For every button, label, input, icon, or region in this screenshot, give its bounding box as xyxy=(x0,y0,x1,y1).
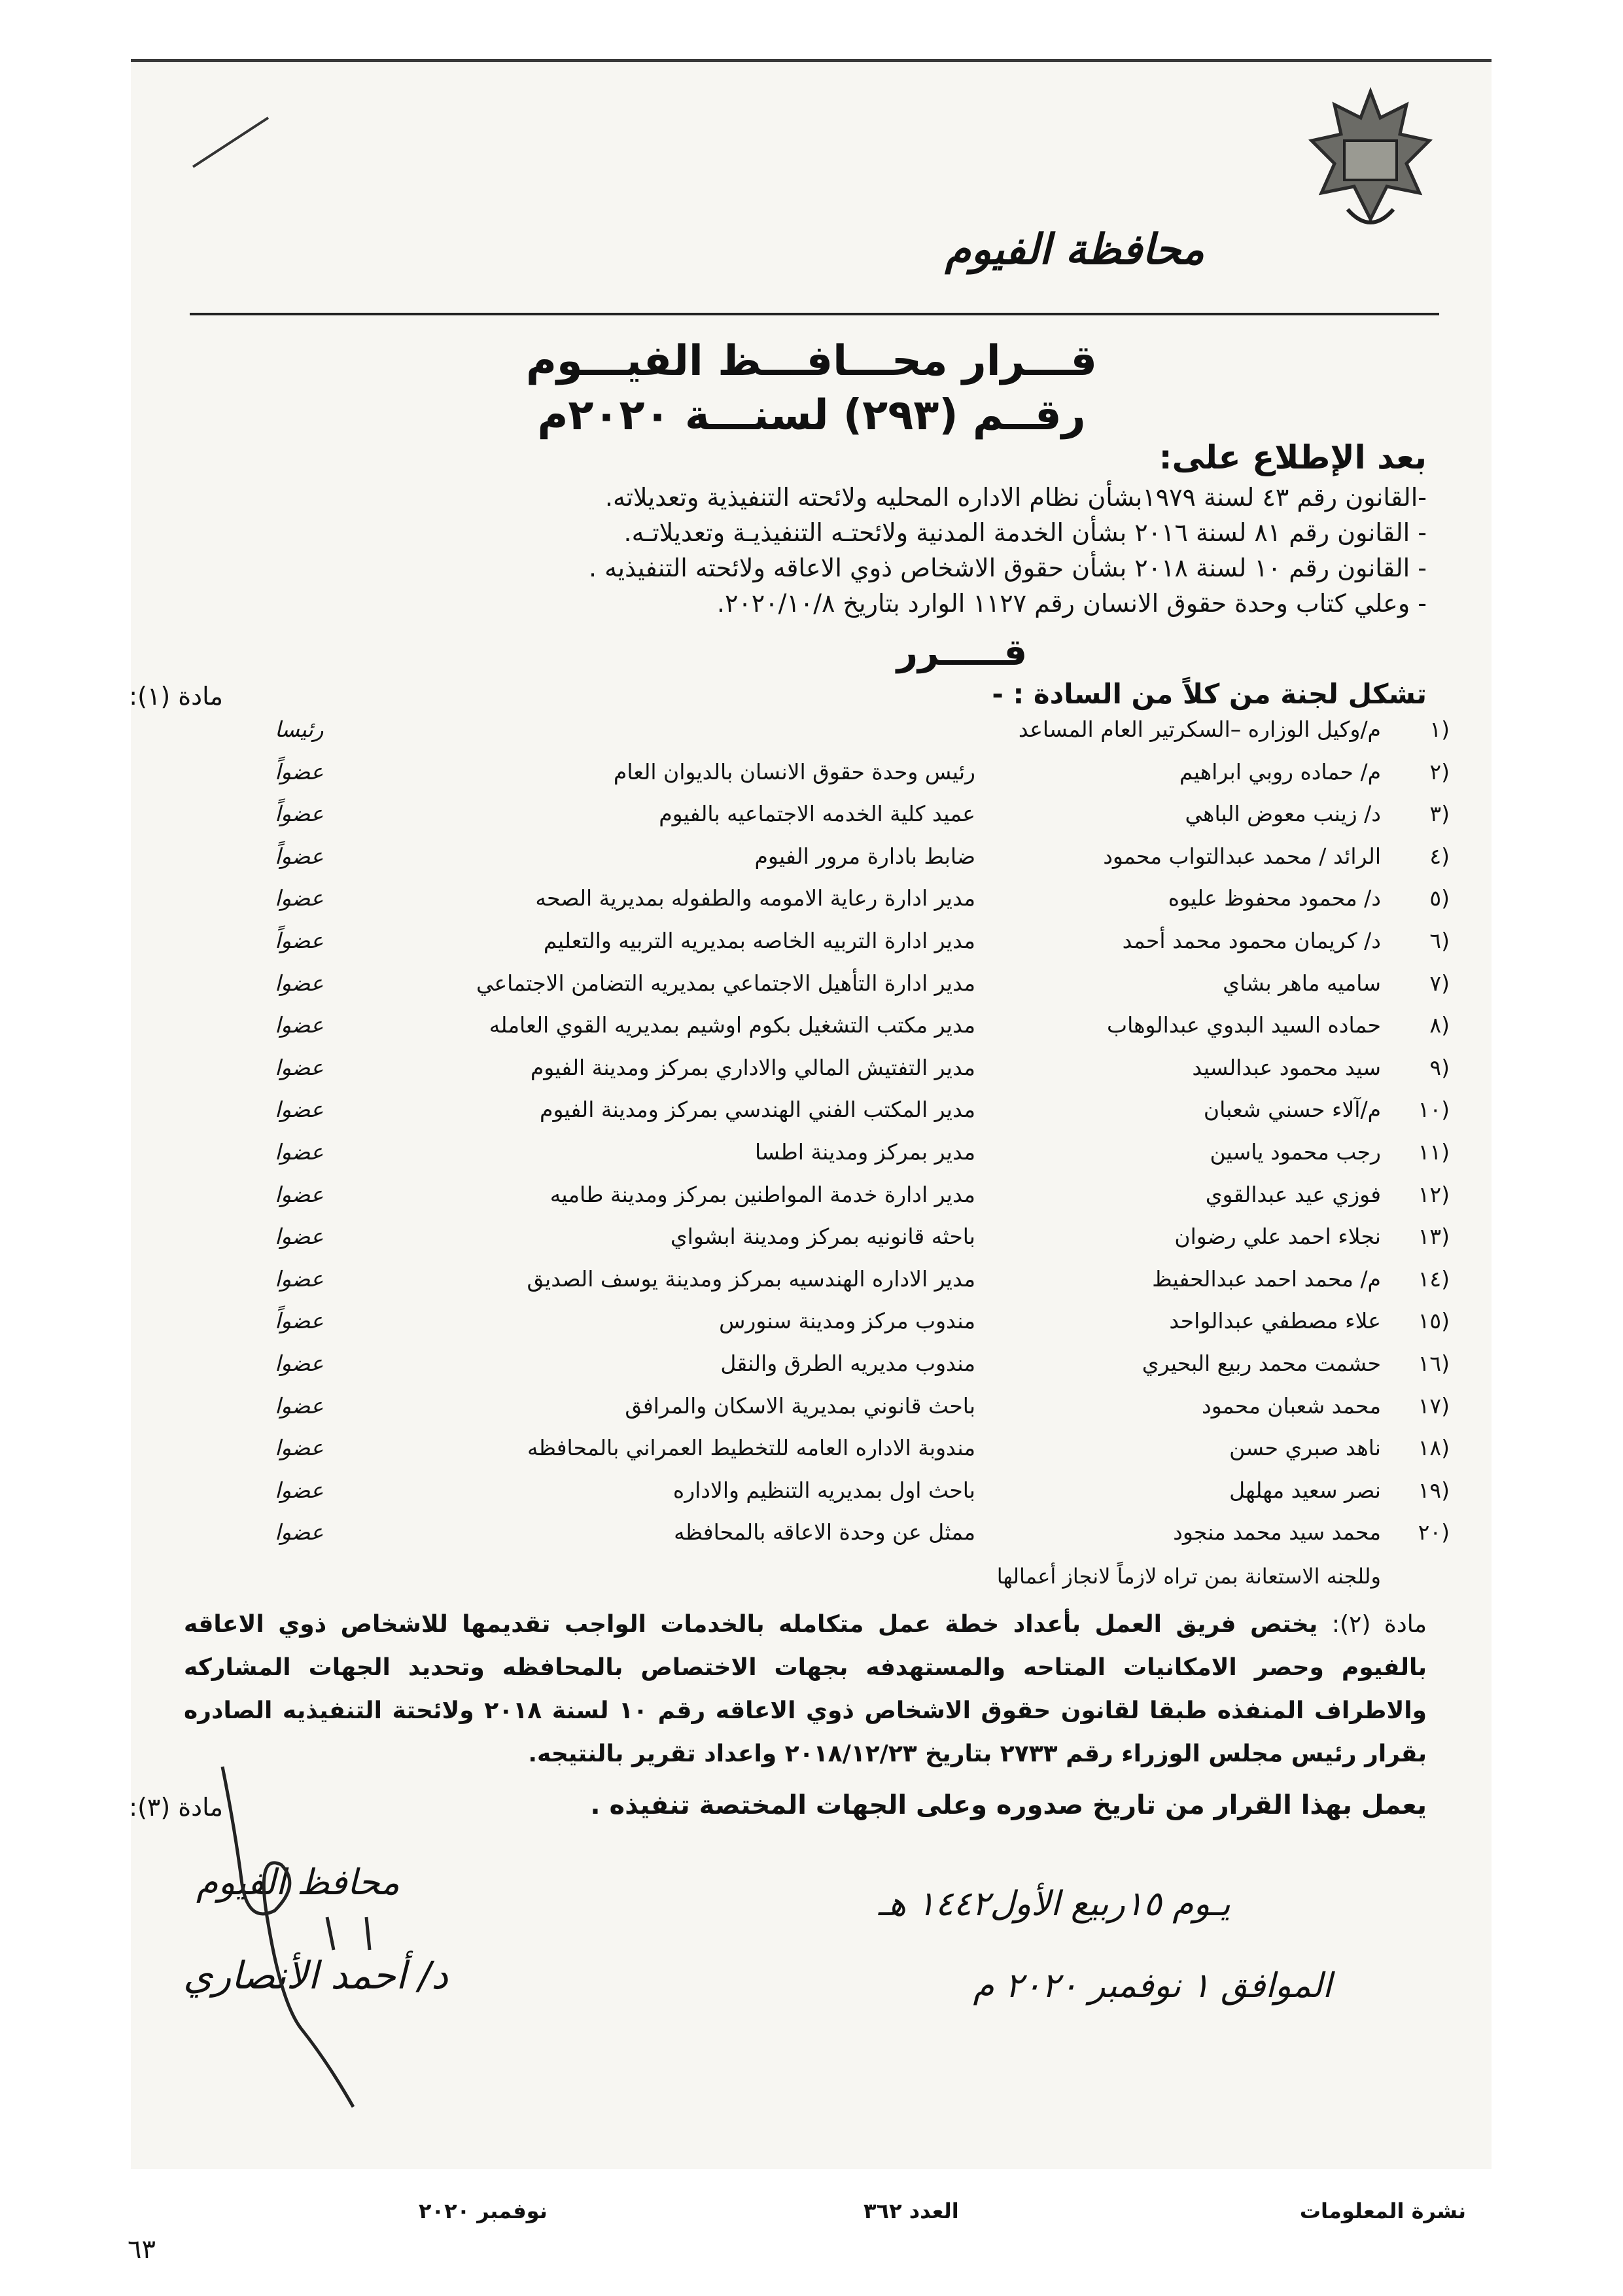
member-number: ٢) xyxy=(1429,758,1450,785)
member-position: باحث اول بمديريه التنظيم والاداره xyxy=(672,1477,975,1503)
committee-note: وللجنه الاستعانة بمن تراه لازماً لانجاز أعمالها xyxy=(996,1564,1381,1589)
member-name: محمد سيد محمد منجود xyxy=(1173,1519,1381,1545)
member-name: الرائد / محمد عبدالتواب محمود xyxy=(1103,843,1381,869)
member-row xyxy=(0,970,1623,1010)
header-divider xyxy=(190,313,1439,315)
member-role: عضوا xyxy=(275,970,324,996)
member-row xyxy=(0,1012,1623,1051)
member-name: م/ حماده روبي ابراهيم xyxy=(1179,758,1381,785)
member-row xyxy=(0,759,1623,798)
member-name: محمد شعبان محمود xyxy=(1202,1392,1381,1419)
handwritten-signature xyxy=(196,1754,536,2120)
member-role: عضوا xyxy=(275,1012,324,1038)
gregorian-date: الموافق ١ نوفمبر ٢٠٢٠ م xyxy=(973,1966,1332,2005)
member-name: ناهد صبري حسن xyxy=(1229,1435,1381,1461)
member-role: عضوا xyxy=(275,1097,324,1123)
member-number: ٧) xyxy=(1429,970,1450,996)
member-row xyxy=(0,1477,1623,1517)
member-position: مدير بمركز ومدينة اطسا xyxy=(755,1139,975,1165)
member-name: د/ محمود محفوظ عليوه xyxy=(1168,885,1381,911)
member-number: ٤) xyxy=(1429,843,1450,869)
member-number: ٥) xyxy=(1429,885,1450,911)
footer-month: نوفمبر ٢٠٢٠ xyxy=(419,2199,548,2223)
decision-title: قـــرار محـــافـــظ الفيـــوم xyxy=(526,337,1097,385)
article-1-label: مادة (١): xyxy=(129,682,223,711)
member-number: ١٨) xyxy=(1418,1435,1450,1461)
member-name: ساميه ماهر بشاي xyxy=(1223,970,1381,996)
preamble-item: - وعلي كتاب وحدة حقوق الانسان رقم ١١٢٧ الوارد بتاريخ ٢٠٢٠/١٠/٨. xyxy=(716,589,1427,618)
member-position: مندوب مركز ومدينة سنورس xyxy=(719,1308,975,1334)
preamble-item: -القانون رقم ٤٣ لسنة ١٩٧٩بشأن نظام الاداره المحليه ولائحته التنفيذية وتعديلاته. xyxy=(604,483,1427,512)
member-role: عضواً xyxy=(275,843,324,869)
member-name: د/ كريمان محمود محمد أحمد xyxy=(1122,928,1381,953)
member-name: حشمت محمد ربيع البحيري xyxy=(1142,1351,1381,1376)
member-number: ٢٠) xyxy=(1418,1519,1450,1545)
member-name: نصر سعيد مهلهل xyxy=(1229,1477,1381,1503)
governorate-name: محافظة الفيوم xyxy=(945,226,1204,274)
member-row xyxy=(0,801,1623,840)
member-row xyxy=(0,1097,1623,1136)
member-row xyxy=(0,1139,1623,1178)
member-role: عضوا xyxy=(275,1139,324,1165)
article-2-label: مادة (٢): xyxy=(1331,1611,1427,1638)
member-role: عضوا xyxy=(275,885,324,911)
member-number: ١٣) xyxy=(1418,1224,1450,1250)
preamble-heading: بعد الإطلاع على: xyxy=(1159,438,1427,476)
pen-mark xyxy=(190,111,275,170)
article-3-text: يعمل بهذا القرار من تاريخ صدوره وعلى الجهات المختصة تنفيذه . xyxy=(590,1790,1427,1820)
member-number: ٨) xyxy=(1429,1012,1450,1038)
member-number: ١٧) xyxy=(1418,1392,1450,1419)
member-position: مدير ادارة رعاية الامومه والطفوله بمديرية الصحه xyxy=(535,885,975,911)
member-number: ١٠) xyxy=(1418,1097,1450,1123)
member-position: مدير ادارة خدمة المواطنين بمركز ومدينة طاميه xyxy=(550,1181,975,1207)
member-role: عضواً xyxy=(275,801,324,827)
member-role: رئيسا xyxy=(275,716,324,742)
article-2-text: يختص فريق العمل بأعداد خطة عمل متكامله بالخدمات الواجب تقديمها للاشخاص ذوي الاعاقه بالفيوم وحصر الامكانيات المتاحه والمستهدفه بجهات الاختصاص بالمحافظه وتحديد الجهات المشاركه والاطراف المنفذه طبقا لقانون حقوق الاشخاص ذوي الاعاقه رقم ١٠ لسنة ٢٠١٨ ولائحتة التنفيذيه الصادره بقرار رئيس مجلس الوزراء رقم ٢٧٣٣ بتاريخ ٢٠١٨/١٢/٢٣ واعداد تقرير بالنتيجه. xyxy=(184,1611,1427,1767)
member-row xyxy=(0,1351,1623,1390)
member-position: مندوب مديريه الطرق والنقل xyxy=(720,1351,975,1376)
member-position: مدير الاداره الهندسيه بمركز ومدينة يوسف الصديق xyxy=(527,1265,975,1292)
member-name: م/ محمد احمد عبدالحفيظ xyxy=(1152,1265,1381,1292)
member-row xyxy=(0,1308,1623,1347)
preamble-item: - القانون رقم ٨١ لسنة ٢٠١٦ بشأن الخدمة المدنية ولائحتـه التنفيذيـة وتعديلاتـه. xyxy=(623,518,1427,547)
decrees-heading: قـــــرر xyxy=(896,631,1028,674)
member-name: م/وكيل الوزاره –السكرتير العام المساعد xyxy=(1018,716,1381,742)
page-number: ٦٣ xyxy=(128,2234,156,2265)
member-position: رئيس وحدة حقوق الانسان بالديوان العام xyxy=(613,758,975,785)
member-row xyxy=(0,885,1623,925)
member-name: د/ زينب معوض الباهي xyxy=(1185,801,1381,827)
member-number: ١٤) xyxy=(1418,1265,1450,1292)
member-number: ١) xyxy=(1429,716,1450,742)
member-position: باحثه قانونيه بمركز ومدينة ابشواي xyxy=(670,1224,975,1250)
member-position: مدير ادارة التربيه الخاصه بمديريه التربيه والتعليم xyxy=(543,928,975,953)
member-row xyxy=(0,1224,1623,1263)
member-position: مدير مكتب التشغيل بكوم اوشيم بمديريه القوي العامله xyxy=(489,1012,975,1038)
member-position: عميد كلية الخدمه الاجتماعيه بالفيوم xyxy=(659,801,975,827)
member-role: عضوا xyxy=(275,1392,324,1419)
member-number: ١٩) xyxy=(1418,1477,1450,1503)
decision-number: رقــم (٢٩٣) لسنـــة ٢٠٢٠م xyxy=(537,391,1086,440)
member-number: ١٢) xyxy=(1418,1181,1450,1207)
member-row xyxy=(0,843,1623,883)
member-position: مدير المكتب الفني الهندسي بمركز ومدينة الفيوم xyxy=(540,1097,975,1123)
member-role: عضوا xyxy=(275,1435,324,1461)
member-position: مدير التفتيش المالي والاداري بمركز ومدينة الفيوم xyxy=(530,1054,975,1080)
member-name: فوزي عيد عبدالقوي xyxy=(1205,1181,1381,1207)
member-role: عضواً xyxy=(275,758,324,785)
member-row xyxy=(0,1435,1623,1474)
member-role: عضوا xyxy=(275,1224,324,1250)
member-role: عضوا xyxy=(275,1477,324,1503)
member-position: ضابط بادارة مرور الفيوم xyxy=(754,843,975,869)
member-name: علاء مصطفي عبدالواحد xyxy=(1169,1308,1381,1334)
member-position: باحث قانوني بمديرية الاسكان والمرافق xyxy=(625,1392,975,1419)
member-row xyxy=(0,716,1623,756)
hijri-date: يـوم ١٥ربيع الأول١٤٤٢ هـ xyxy=(878,1884,1230,1924)
member-role: عضوا xyxy=(275,1265,324,1292)
member-number: ٣) xyxy=(1429,801,1450,827)
member-role: عضواً xyxy=(275,928,324,953)
member-name: حماده السيد البدوي عبدالوهاب xyxy=(1107,1012,1381,1038)
member-role: عضوا xyxy=(275,1054,324,1080)
member-name: رجب محمود ياسين xyxy=(1210,1139,1381,1165)
preamble-item: - القانون رقم ١٠ لسنة ٢٠١٨ بشأن حقوق الاشخاص ذوي الاعاقه ولائحته التنفيذيه . xyxy=(588,554,1427,582)
article-2 xyxy=(184,1603,1427,1776)
member-name: م/آلاء حسني شعبان xyxy=(1203,1097,1381,1123)
member-position: ممثل عن وحدة الاعاقه بالمحافظه xyxy=(674,1519,975,1545)
member-row xyxy=(0,1393,1623,1432)
member-role: عضوا xyxy=(275,1351,324,1376)
signatory-name: د/ أحمد الأنصاري xyxy=(183,1953,448,1998)
article-3-label: مادة (٣): xyxy=(129,1793,223,1822)
member-row xyxy=(0,1266,1623,1305)
member-number: ١٥) xyxy=(1418,1308,1450,1334)
member-number: ٩) xyxy=(1429,1054,1450,1080)
article-1-text: تشكل لجنة من كلاً من السادة : - xyxy=(992,678,1427,710)
member-number: ٦) xyxy=(1429,928,1450,953)
member-number: ١١) xyxy=(1418,1139,1450,1165)
member-name: سيد محمود عبدالسيد xyxy=(1192,1054,1381,1080)
member-position: مدير ادارة التأهيل الاجتماعي بمديريه التضامن الاجتماعي xyxy=(476,970,975,996)
member-number: ١٦) xyxy=(1418,1351,1450,1376)
member-position: مندوبة الاداره العامه للتخطيط العمراني بالمحافظه xyxy=(527,1435,975,1461)
member-role: عضوا xyxy=(275,1519,324,1545)
member-row xyxy=(0,1055,1623,1094)
member-role: عضواً xyxy=(275,1308,324,1334)
footer-publication: نشرة المعلومات xyxy=(1299,2199,1466,2223)
member-name: نجلاء احمد علي رضوان xyxy=(1174,1224,1381,1250)
member-row xyxy=(0,1182,1623,1221)
member-row xyxy=(0,1519,1623,1559)
governorate-emblem-seal xyxy=(1289,79,1452,242)
member-row xyxy=(0,928,1623,967)
signatory-title: محافظ الفيوم xyxy=(196,1862,400,1903)
member-role: عضوا xyxy=(275,1181,324,1207)
footer-issue: العدد ٣٦٢ xyxy=(864,2199,959,2223)
